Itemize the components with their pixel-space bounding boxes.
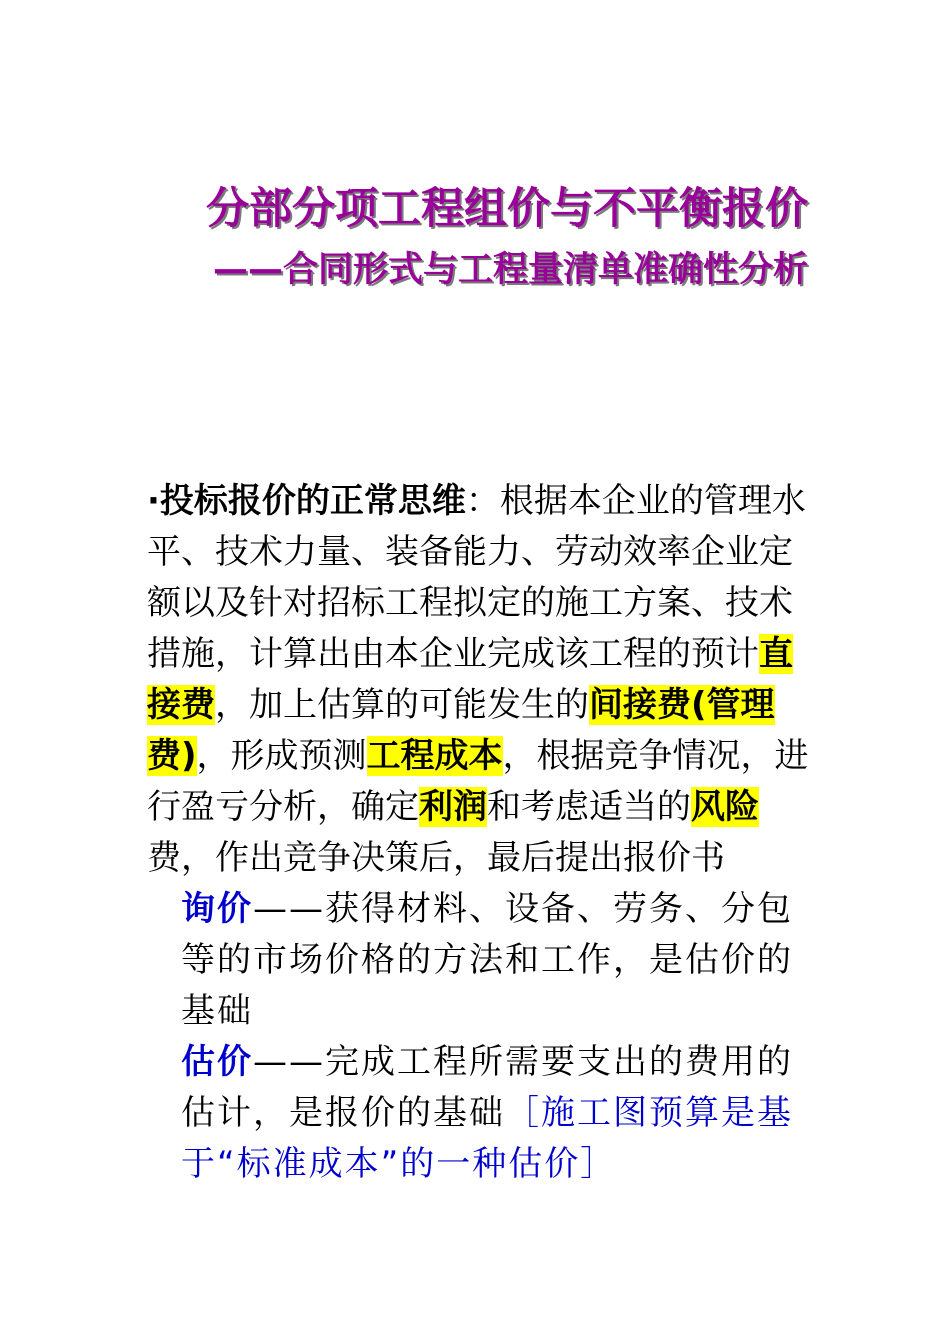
definition-estimate: ——完成工程所需要支出的费用的估计，是报价的基础 bbox=[181, 1042, 793, 1133]
text-segment: ，加上估算的可能发生的 bbox=[215, 685, 589, 725]
title-block bbox=[150, 176, 808, 298]
highlight-direct-cost: 直接费 bbox=[147, 634, 793, 725]
term-estimate: 估价 bbox=[181, 1042, 253, 1082]
highlight-indirect-cost: 间接费(管理费) bbox=[147, 685, 775, 776]
highlight-project-cost: 工程成本 bbox=[366, 736, 503, 776]
paragraph-inquiry bbox=[147, 884, 809, 1037]
text-segment: 费，作出竞争决策后，最后提出报价书 bbox=[147, 838, 725, 878]
text-segment: 和考虑适当的 bbox=[487, 787, 691, 827]
text-segment: ，根据竞争情况，进行盈亏分析，确定 bbox=[147, 736, 809, 827]
lead-colon: ： bbox=[465, 481, 500, 521]
body-text bbox=[147, 476, 809, 1190]
highlight-profit: 利润 bbox=[419, 787, 487, 827]
highlight-risk: 风险 bbox=[691, 787, 759, 827]
text-segment: ，形成预测 bbox=[196, 736, 367, 776]
page-title: 分部分项工程组价与不平衡报价 bbox=[206, 184, 808, 234]
page-subtitle: ——合同形式与工程量清单准确性分析 bbox=[212, 250, 808, 290]
lead-heading: ·投标报价的正常思维 bbox=[147, 481, 466, 521]
definition-inquiry: ——获得材料、设备、劳务、分包等的市场价格的方法和工作，是估价的基础 bbox=[181, 889, 793, 1031]
text-segment: 根据本企业的管理水平、技术力量、装备能力、劳动效率企业定额以及针对招标工程拟定的施工方案、技术措施，计算出由本企业完成该工程的预计 bbox=[147, 481, 806, 674]
paragraph-estimate bbox=[147, 1037, 809, 1190]
paragraph-normal-thinking bbox=[147, 476, 809, 884]
term-inquiry: 询价 bbox=[181, 889, 253, 929]
note-estimate: ［施工图预算是基于“标准成本”的一种估价］ bbox=[181, 1093, 793, 1184]
